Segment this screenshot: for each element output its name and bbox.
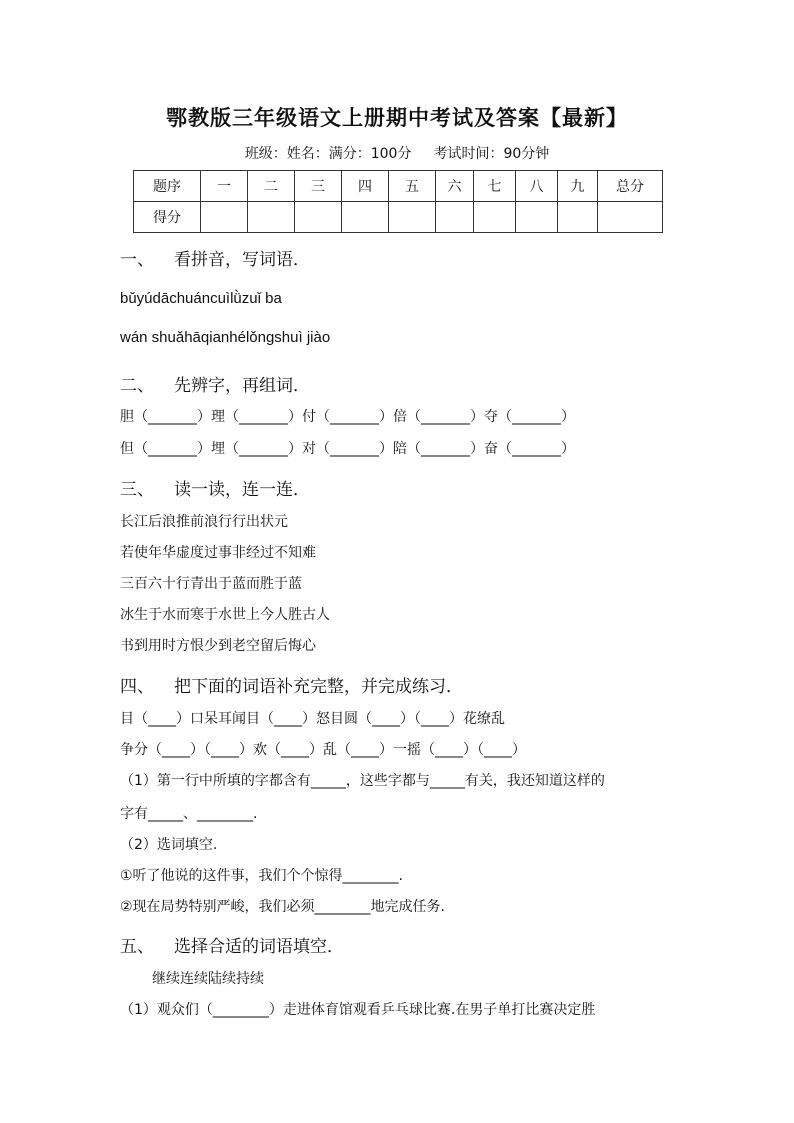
- section-title: 读一读，连一连．: [174, 480, 310, 500]
- exercise-line: 目（____）口呆耳闻目（____）怒目圆（____）（____）花缭乱: [120, 711, 505, 727]
- score-cell[interactable]: [474, 202, 516, 233]
- score-cell[interactable]: [389, 202, 436, 233]
- score-cell[interactable]: [516, 202, 558, 233]
- proverb-line: 冰生于水而寒于水世上今人胜古人: [120, 607, 330, 623]
- score-cell[interactable]: [598, 202, 663, 233]
- exercise-line: 争分（____）（____）欢（____）乱（____）一摇（____）（____）: [120, 742, 526, 758]
- header-cell: 题序: [134, 171, 201, 202]
- section-number: 五、: [120, 937, 154, 957]
- proverb-line: 若使年华虚度过事非经过不知难: [120, 545, 316, 561]
- header-cell: 一: [201, 171, 248, 202]
- score-cell[interactable]: [248, 202, 295, 233]
- exercise-line: （1）观众们（________）走进体育馆观看乒乓球比赛.在男子单打比赛决定胜: [120, 1002, 596, 1018]
- header-cell: 总分: [598, 171, 663, 202]
- section-title: 看拼音，写词语．: [174, 250, 310, 270]
- exercise-line: ②现在局势特别严峻，我们必须________地完成任务.: [120, 899, 445, 915]
- section-number: 三、: [120, 480, 154, 500]
- score-table-score-row: [134, 202, 663, 233]
- word-group-row: 但（_______）埋（_______）对（_______）陪（_______）奋（_______）: [120, 441, 575, 457]
- exercise-line: ①听了他说的这件事，我们个个惊得________.: [120, 868, 404, 884]
- section-title: 把下面的词语补充完整，并完成练习．: [174, 677, 463, 697]
- pinyin-line: wán shuǎhāqianhélǒngshuì jiào: [120, 329, 331, 346]
- header-cell: 九: [558, 171, 598, 202]
- section-number: 一、: [120, 250, 154, 270]
- section-number: 四、: [120, 677, 154, 697]
- page-title: 鄂教版三年级语文上册期中考试及答案【最新】: [166, 105, 628, 130]
- score-table-header-row: [134, 171, 663, 202]
- score-label-cell: 得分: [134, 202, 201, 233]
- section-4-heading: [120, 672, 463, 697]
- header-cell: 六: [436, 171, 474, 202]
- section-number: 二、: [120, 376, 154, 396]
- score-cell[interactable]: [295, 202, 342, 233]
- section-3-heading: [120, 475, 310, 500]
- exercise-line: 字有_____、________.: [120, 806, 258, 822]
- header-cell: 二: [248, 171, 295, 202]
- header-cell: 八: [516, 171, 558, 202]
- section-title: 选择合适的词语填空．: [174, 937, 344, 957]
- proverb-line: 三百六十行青出于蓝而胜于蓝: [120, 576, 302, 592]
- exercise-line: （1）第一行中所填的字都含有_____，这些字都与_____有关，我还知道这样的: [120, 773, 605, 789]
- exam-info: [0, 143, 794, 163]
- proverb-line: 长江后浪推前浪行行出状元: [120, 514, 288, 530]
- score-table: [133, 170, 663, 233]
- score-cell[interactable]: [342, 202, 389, 233]
- section-5-heading: [120, 932, 344, 957]
- section-1-heading: [120, 245, 310, 270]
- score-cell[interactable]: [436, 202, 474, 233]
- header-cell: 七: [474, 171, 516, 202]
- score-cell[interactable]: [201, 202, 248, 233]
- score-cell[interactable]: [558, 202, 598, 233]
- word-choices: 继续连续陆续持续: [152, 971, 264, 987]
- header-cell: 四: [342, 171, 389, 202]
- header-cell: 五: [389, 171, 436, 202]
- section-title: 先辨字，再组词．: [174, 376, 310, 396]
- exam-info-time: 考试时间：90分钟: [433, 146, 550, 162]
- section-2-heading: [120, 371, 310, 396]
- word-group-row: 胆（_______）理（_______）付（_______）倍（_______）夺（_______）: [120, 409, 575, 425]
- proverb-line: 书到用时方恨少到老空留后悔心: [120, 638, 316, 654]
- exam-info-class: 班级：姓名：满分：100分: [244, 146, 412, 162]
- pinyin-line: bǔyúdāchuáncuìlǜzuǐ ba: [120, 290, 282, 307]
- header-cell: 三: [295, 171, 342, 202]
- exercise-line: （2）选词填空.: [120, 837, 218, 853]
